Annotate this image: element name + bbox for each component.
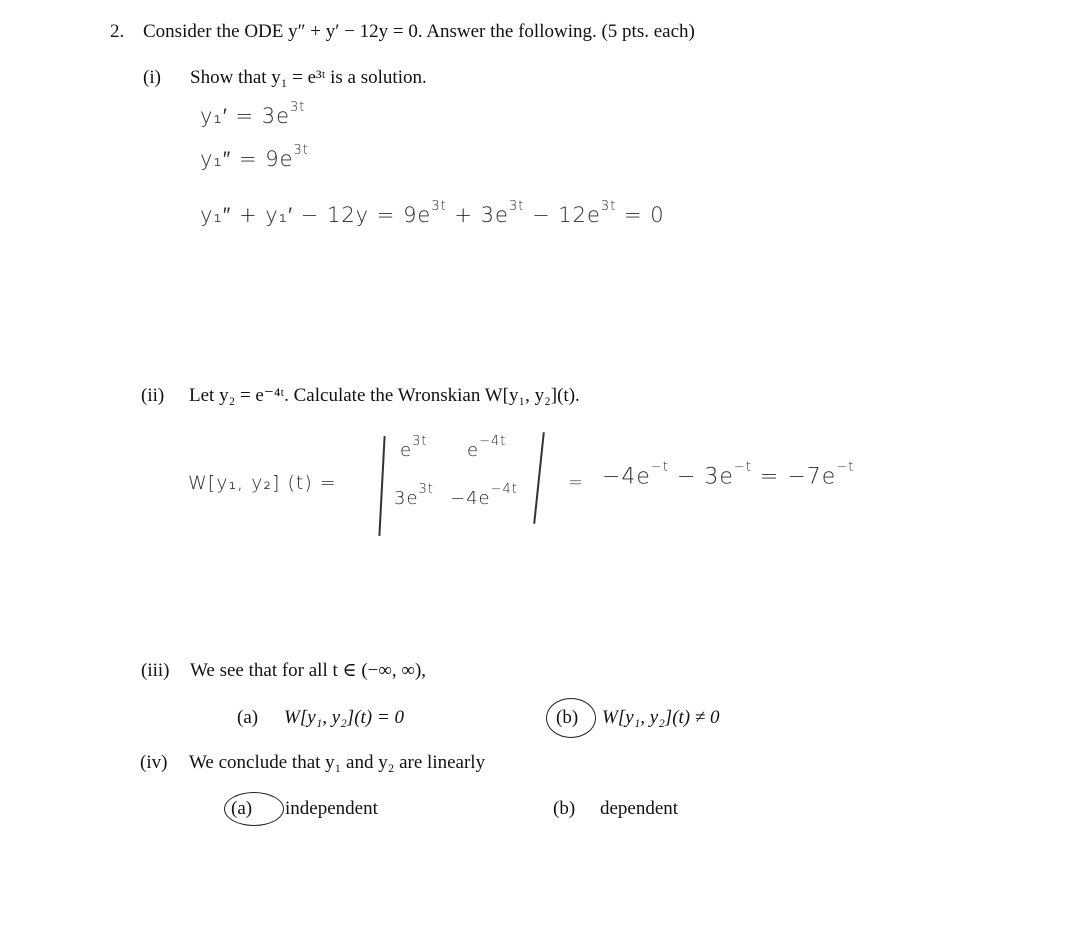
determinant-left-bar (378, 436, 385, 536)
part-iii-prompt: We see that for all t ∈ (−∞, ∞), (190, 660, 427, 681)
part-iv-label: (iv) (140, 752, 168, 773)
wronskian-lhs: W[y₁, y₂] (t) = (188, 472, 337, 494)
part-iv-option-a-text: independent (285, 798, 378, 819)
work-line-2: $y_1'' = 9e^{3t}$ (200, 143, 309, 171)
question-number: 2. (110, 21, 125, 42)
part-iv-option-b-text: dependent (600, 798, 679, 819)
part-iii-label: (iii) (141, 660, 170, 681)
part-iii-option-b-text: W[y₁, y₂](t) ≠ 0 (602, 707, 720, 728)
matrix-entry-22: $-4e^{-4t}$ (450, 482, 518, 509)
part-iv-option-a-label[interactable]: (a) (231, 798, 253, 819)
matrix-entry-11: $e^{3t}$ (400, 434, 428, 461)
determinant-right-bar (533, 432, 544, 524)
part-i-label: (i) (143, 67, 161, 88)
wronskian-result: $-4e^{-t} - 3e^{-t} = -7e^{-t}$ (602, 460, 855, 490)
work-line-3: $y_1'' + y_1' - 12y = 9e^{3t} + 3e^{3t} - 12e^{3t} = 0$ (200, 199, 665, 227)
part-i-prompt: Show that y₁ = e³ᵗ is a solution. (190, 67, 427, 88)
part-ii-label: (ii) (141, 385, 165, 406)
part-iv-prompt: We conclude that y₁ and y₂ are linearly (189, 752, 486, 773)
part-iii-option-a-text: W[y₁, y₂](t) = 0 (284, 707, 404, 728)
part-ii-prompt: Let y₂ = e⁻⁴ᵗ. Calculate the Wronskian W[y₁, y₂](t). (189, 385, 580, 406)
wronskian-equals: = (568, 472, 585, 493)
part-iv-option-b-label[interactable]: (b) (553, 798, 576, 819)
work-line-1: $y_1' = 3e^{3t}$ (200, 100, 306, 128)
matrix-entry-21: $3e^{3t}$ (394, 482, 434, 509)
part-iii-option-a-label[interactable]: (a) (237, 707, 259, 728)
question-text: Consider the ODE y″ + y′ − 12y = 0. Answer the following. (5 pts. each) (143, 21, 695, 42)
part-iii-option-b-label[interactable]: (b) (556, 707, 579, 728)
matrix-entry-12: $e^{-4t}$ (467, 434, 507, 461)
